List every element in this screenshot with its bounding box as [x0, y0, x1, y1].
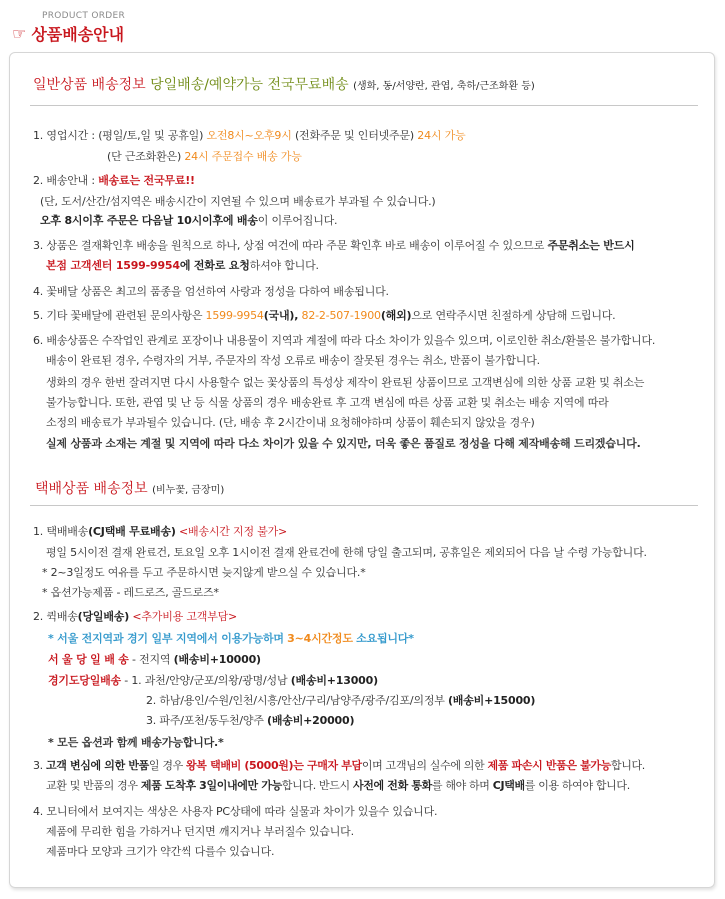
item-refund-5: 소정의 배송료가 부과될수 있습니다. (단, 배송 후 2시간이내 요청해야하며 상품이 훼손되지 않았을 경우)	[46, 416, 535, 429]
item-inquiry: 5. 기타 꽃배달에 관련된 문의사항은 1599-9954(국내), 82-2-507-1900(해외)으로 연락주시면 친절하게 상담해 드립니다.	[33, 309, 616, 322]
item-refund-6: 실제 상품과 소재는 계절 및 지역에 따라 다소 차이가 있을 수 있지만, 더욱 좋은 품질로 정성을 다해 제작배송해 드리겠습니다.	[46, 437, 641, 450]
item-monitor: 4. 모니터에서 보여지는 색상은 사용자 PC상태에 따라 실물과 차이가 있을수 있습니다.	[33, 805, 438, 818]
section1-title	[33, 74, 535, 94]
item-handling: 제품에 무리한 힘을 가하거나 던지면 깨지거나 부러질수 있습니다.	[46, 825, 354, 838]
header-subtitle: PRODUCT ORDER	[42, 11, 126, 21]
item-quick-gg3: 3. 파주/포천/동두천/양주 (배송비+20000)	[146, 714, 355, 727]
item-quick-gg2: 2. 하남/용인/수원/인천/시흥/안산/구리/남양주/광주/김포/의정부 (배송비+15000)	[146, 694, 536, 707]
item-quality: 4. 꽃배달 상품은 최고의 품종을 엄선하여 사랑과 정성을 다하여 배송됩니다.	[33, 285, 389, 298]
page-title	[12, 22, 124, 45]
item-refund-3: 생화의 경우 한번 잘려지면 다시 사용할수 없는 꽃상품의 특성상 제작이 완료된 상품이므로 고객변심에 의한 상품 교환 및 취소는	[46, 376, 645, 389]
item-quick-note: * 서울 전지역과 경기 일부 지역에서 이용가능하며 3~4시간정도 소요됩니다*	[48, 632, 414, 645]
item-refund-1: 6. 배송상품은 수작업인 관계로 포장이나 내용물이 지역과 계절에 따라 다소 차이가 있을수 있으며, 이로인한 취소/환불은 불가합니다.	[33, 334, 656, 347]
item-parcel-3: * 2~3일정도 여유를 두고 주문하시면 늦지않게 받으실 수 있습니다.*	[42, 566, 366, 579]
item-parcel-2: 평일 5시이전 결재 완료건, 토요일 오후 1시이전 결재 완료건에 한해 당일 출고되며, 공휴일은 제외되어 다음 날 수령 가능합니다.	[46, 546, 647, 559]
section1-title-note: (생화, 동/서양란, 관엽, 축하/근조화환 등)	[353, 81, 535, 92]
page-title-text: 상품배송안내	[31, 25, 125, 44]
item-parcel: 1. 택배배송(CJ택배 무료배송) <배송시간 지정 불가>	[33, 525, 288, 538]
pointing-hand-icon: ☞	[12, 23, 27, 43]
item-return-1: 3. 고객 변심에 의한 반품일 경우 왕복 택배비 (5000원)는 구매자 부담이며 고객님의 실수에 의한 제품 파손시 반품은 불가능합니다.	[33, 759, 645, 772]
item-hours-note: (단 근조화환은) 24시 주문접수 배송 가능	[107, 150, 302, 163]
item-delivery-note: (단, 도서/산간/섬지역은 배송시간이 지연될 수 있으며 배송료가 부과될 수 있습니다.)	[40, 195, 436, 208]
item-quick-options: * 모든 옵션과 함께 배송가능합니다.*	[48, 736, 224, 749]
section1-title-main: 일반상품 배송정보	[33, 77, 146, 93]
section1-title-sub: 당일배송/예약가능 전국무료배송	[150, 77, 349, 93]
section2-divider	[30, 505, 698, 506]
item-quick-seoul: 서 울 당 일 배 송 - 전지역 (배송비+10000)	[48, 653, 261, 666]
section2-title-main: 택배상품 배송정보	[35, 481, 148, 497]
section2-title-note: (비누꽃, 금장미)	[152, 485, 225, 496]
item-quick-gg1: 경기도당일배송 - 1. 과천/안양/군포/의왕/광명/성남 (배송비+13000)	[48, 674, 378, 687]
item-refund-2: 배송이 완료된 경우, 수령자의 거부, 주문자의 작성 오류로 배송이 잘못된 경우는 취소, 반품이 불가합니다.	[46, 354, 540, 367]
item-hours: 1. 영업시간 : (평일/토,일 및 공휴일) 오전8시~오후9시 (전화주문 및 인터넷주문) 24시 가능	[33, 129, 466, 142]
item-delivery-night: 오후 8시이후 주문은 다음날 10시이후에 배송이 이루어집니다.	[40, 214, 338, 227]
item-variation: 제품마다 모양과 크기가 약간씩 다를수 있습니다.	[46, 845, 275, 858]
item-delivery-guide: 2. 배송안내 : 배송료는 전국무료!!	[33, 174, 195, 187]
item-refund-4: 불가능합니다. 또한, 관엽 및 난 등 식물 상품의 경우 배송완료 후 고객 변심에 따른 상품 교환 및 취소는 배송 지역에 따라	[46, 396, 609, 409]
item-cancel-contact: 본점 고객센터 1599-9954에 전화로 요청하셔야 합니다.	[46, 259, 319, 272]
item-parcel-4: * 옵션가능제품 - 레드로즈, 골드로즈*	[42, 586, 219, 599]
item-return-2: 교환 및 반품의 경우 제품 도착후 3일이내에만 가능합니다. 반드시 사전에 전화 통화를 해야 하며 CJ택배를 이용 하여야 합니다.	[46, 779, 630, 792]
item-cancel-policy: 3. 상품은 결재확인후 배송을 원칙으로 하나, 상점 여건에 따라 주문 확인후 바로 배송이 이루어질 수 있으므로 주문취소는 반드시	[33, 239, 635, 252]
section1-divider	[30, 105, 698, 106]
item-quick: 2. 퀵배송(당일배송) <추가비용 고객부담>	[33, 610, 238, 623]
section2-title	[35, 478, 224, 498]
